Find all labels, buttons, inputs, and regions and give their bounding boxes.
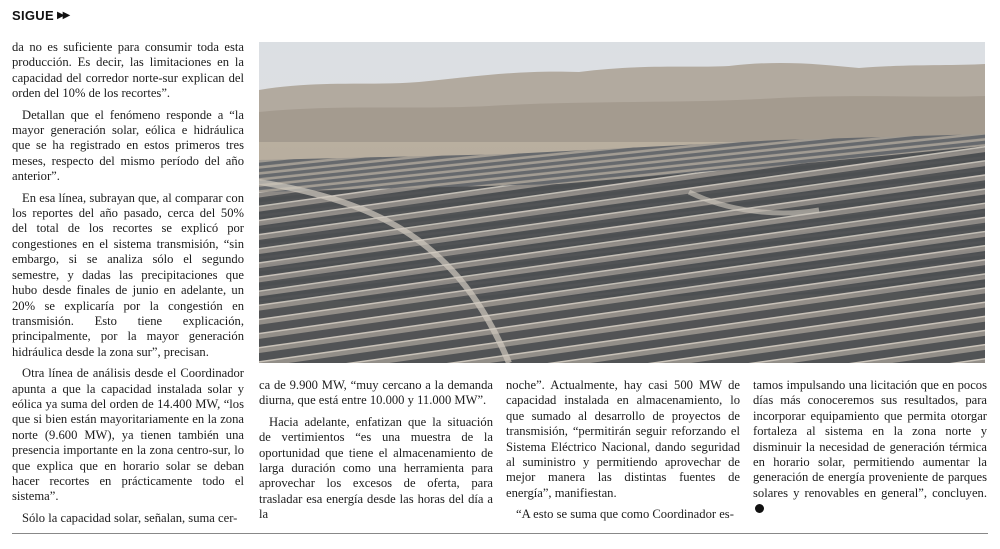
paragraph: Detallan que el fenómeno responde a “la mayor generación solar, eólica e hidráulica que se ha registrado en estos primeros tres meses, respecto del mismo período del año anterior”. xyxy=(12,107,244,184)
paragraph: noche”. Actualmente, hay casi 500 MW de capacidad instalada en almacenamiento, lo que sumado al desarrollo de proyectos de transmisión, “permitirán seguir reforzando el Sistema Eléctrico Nacional, dando seguridad al suministro y permitiendo aprovechar de mejor manera las distintas fuentes de energía”, manifiestan. xyxy=(506,378,740,500)
paragraph: En esa línea, subrayan que, al comparar con los reportes del año pasado, cerca del 50% del total de los recortes se explicó por congestiones en el sistema transmisión, “sin embargo, si se analiza sólo el segundo semestre, y dadas las precipitaciones que hubo desde finales de junio en adelante, un 20% se explicaría por la congestión en transmisión. Esto tiene explicación, principalmente, por la mayor generación hidráulica desde la zona sur”, precisan. xyxy=(12,190,244,359)
double-arrow-icon: ▶▶ xyxy=(56,10,69,21)
article-column-4 xyxy=(753,378,987,517)
solar-farm-illustration xyxy=(259,42,985,363)
article-column-3 xyxy=(506,378,740,523)
bottom-rule xyxy=(12,533,988,534)
paragraph: “A esto se suma que como Coordinador es- xyxy=(516,507,734,522)
paragraph: Hacia adelante, enfatizan que la situación de vertimientos “es una muestra de la oportunidad que tiene el almacenamiento de larga duración como una herramienta para aprovechar los excesos de oferta, para trasladar esa energía desde las horas del día a la xyxy=(259,414,493,522)
paragraph-text: tamos impulsando una licitación que en pocos días más conoceremos sus resultados, para incorporar equipamiento que permita otorgar fortaleza al sistema en la zona norte y disminuir la necesidad de generación térmica en horario solar, permitiendo aumentar la generación de energía proveniente de parques solares y renovables en general”, concluyen. xyxy=(753,378,987,500)
continued-marker xyxy=(12,8,68,23)
paragraph: ca de 9.900 MW, “muy cercano a la demanda diurna, que está entre 10.000 y 11.000 MW”. xyxy=(259,378,493,408)
paragraph xyxy=(753,378,987,517)
article-column-2 xyxy=(259,378,493,523)
paragraph: Otra línea de análisis desde el Coordinador apunta a que la capacidad instalada solar y eólica ya suma del orden de 14.400 MW, “los que si bien están mayoritariamente en la zona norte (9.600 MW), ya tienen también una presencia importante en la zona centro-sur, lo que explica que en horario solar se deban hacer recortes en prácticamente todo el sistema”. xyxy=(12,366,244,504)
end-of-article-icon xyxy=(755,504,764,513)
article-column-1 xyxy=(12,40,244,526)
sigue-label: SIGUE xyxy=(12,8,54,23)
paragraph: Sólo la capacidad solar, señalan, suma cer- xyxy=(22,510,238,525)
solar-farm-photo xyxy=(259,42,985,363)
paragraph: da no es suficiente para consumir toda esta producción. Es decir, las limitaciones en la capacidad del corredor norte-sur explican del orden del 10% de los recortes”. xyxy=(12,40,244,101)
